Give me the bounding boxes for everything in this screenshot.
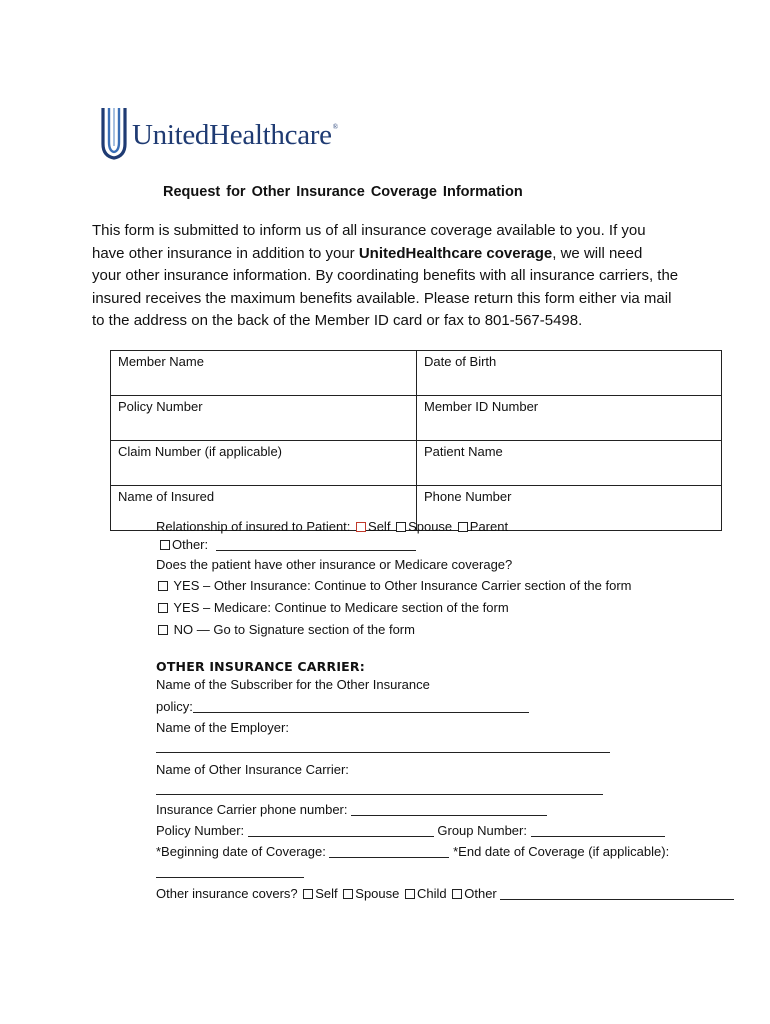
covers-label: Other insurance covers? bbox=[156, 886, 298, 901]
parent-checkbox[interactable] bbox=[458, 522, 468, 532]
coverage-question: Does the patient have other insurance or Medicare coverage? bbox=[156, 557, 513, 572]
other-relationship-input[interactable] bbox=[216, 538, 416, 551]
other-carrier-heading: OTHER INSURANCE CARRIER: bbox=[156, 659, 365, 674]
yes-other-label: YES – Other Insurance: Continue to Other Insurance Carrier section of the form bbox=[173, 578, 632, 593]
policy-group-row bbox=[156, 823, 665, 838]
carrier-phone-label: Insurance Carrier phone number: bbox=[156, 802, 348, 817]
table-row bbox=[111, 396, 722, 441]
member-name-field[interactable]: Member Name bbox=[111, 351, 417, 396]
no-checkbox[interactable] bbox=[158, 625, 168, 635]
spouse-checkbox[interactable] bbox=[396, 522, 406, 532]
intro-line: have other insurance in addition to your UnitedHealthcare coverage, we will need bbox=[92, 244, 643, 262]
table-row bbox=[111, 351, 722, 396]
group-number-label: Group Number: bbox=[437, 823, 527, 838]
member-info-table bbox=[110, 350, 722, 531]
no-option bbox=[156, 622, 415, 637]
carrier-phone-row bbox=[156, 802, 547, 817]
relationship-other-row bbox=[158, 537, 416, 552]
parent-label: Parent bbox=[469, 519, 509, 534]
intro-line: your other insurance information. By coordinating benefits with all insurance carriers, the bbox=[92, 267, 679, 284]
employer-label: Name of the Employer: bbox=[156, 720, 289, 735]
covers-spouse-label: Spouse bbox=[355, 886, 400, 901]
date-of-birth-field[interactable]: Date of Birth bbox=[417, 351, 722, 396]
spouse-label: Spouse bbox=[408, 519, 453, 534]
yes-other-option bbox=[156, 578, 632, 593]
covers-self-label: Self bbox=[315, 886, 338, 901]
policy-number-field[interactable]: Policy Number bbox=[111, 396, 417, 441]
policy-label: policy: bbox=[156, 699, 193, 714]
covers-self-checkbox[interactable] bbox=[303, 889, 313, 899]
phone-number-field[interactable]: Phone Number bbox=[417, 486, 722, 531]
subscriber-input[interactable] bbox=[193, 700, 529, 713]
covers-child-label: Child bbox=[417, 886, 447, 901]
carrier-phone-input[interactable] bbox=[351, 803, 547, 816]
relationship-label: Relationship of insured to Patient: bbox=[156, 519, 351, 534]
covers-other-label: Other bbox=[464, 886, 497, 901]
claim-number-field[interactable]: Claim Number (if applicable) bbox=[111, 441, 417, 486]
covers-spouse-checkbox[interactable] bbox=[343, 889, 353, 899]
table-row bbox=[111, 441, 722, 486]
covers-row bbox=[156, 886, 734, 901]
carrier-name-input[interactable] bbox=[156, 794, 603, 795]
member-id-field[interactable]: Member ID Number bbox=[417, 396, 722, 441]
covers-other-input[interactable] bbox=[500, 887, 734, 900]
begin-date-label: *Beginning date of Coverage: bbox=[156, 844, 326, 859]
logo-wordmark: UnitedHealthcare® bbox=[132, 118, 338, 151]
yes-other-checkbox[interactable] bbox=[158, 581, 168, 591]
self-checkbox[interactable] bbox=[356, 522, 366, 532]
end-date-label: *End date of Coverage (if applicable): bbox=[453, 844, 670, 859]
intro-line: insured receives the maximum benefits available. Please return this form either via mail bbox=[92, 289, 672, 307]
intro-line: to the address on the back of the Member ID card or fax to 801-567-5498. bbox=[92, 312, 583, 329]
covers-other-checkbox[interactable] bbox=[452, 889, 462, 899]
end-date-input[interactable] bbox=[156, 877, 304, 878]
begin-date-input[interactable] bbox=[329, 845, 449, 858]
policy-row bbox=[156, 699, 529, 714]
covers-child-checkbox[interactable] bbox=[405, 889, 415, 899]
other-relationship-checkbox[interactable] bbox=[160, 540, 170, 550]
yes-medicare-option bbox=[156, 600, 509, 615]
intro-paragraph bbox=[92, 220, 679, 333]
relationship-row bbox=[156, 519, 508, 534]
other-relationship-label: Other: bbox=[172, 537, 209, 552]
patient-name-field[interactable]: Patient Name bbox=[417, 441, 722, 486]
intro-bold-coverage: UnitedHealthcare coverage bbox=[358, 244, 553, 262]
form-title: Request for Other Insurance Coverage Information bbox=[163, 184, 523, 200]
subscriber-label: Name of the Subscriber for the Other Insurance bbox=[156, 677, 430, 692]
no-label: NO — Go to Signature section of the form bbox=[173, 622, 415, 637]
unitedhealthcare-shield-icon bbox=[100, 106, 128, 160]
coverage-dates-row bbox=[156, 844, 669, 859]
group-number-input[interactable] bbox=[531, 824, 665, 837]
yes-medicare-label: YES – Medicare: Continue to Medicare section of the form bbox=[173, 600, 509, 615]
self-label: Self bbox=[368, 519, 391, 534]
employer-input[interactable] bbox=[156, 752, 610, 753]
policy-number-label: Policy Number: bbox=[156, 823, 245, 838]
yes-medicare-checkbox[interactable] bbox=[158, 603, 168, 613]
carrier-name-label: Name of Other Insurance Carrier: bbox=[156, 762, 349, 777]
policy-number-input[interactable] bbox=[248, 824, 434, 837]
name-of-insured-field[interactable]: Name of Insured bbox=[111, 486, 417, 531]
intro-line: This form is submitted to inform us of all insurance coverage available to you. If you bbox=[92, 222, 646, 239]
unitedhealthcare-logo bbox=[100, 105, 338, 161]
